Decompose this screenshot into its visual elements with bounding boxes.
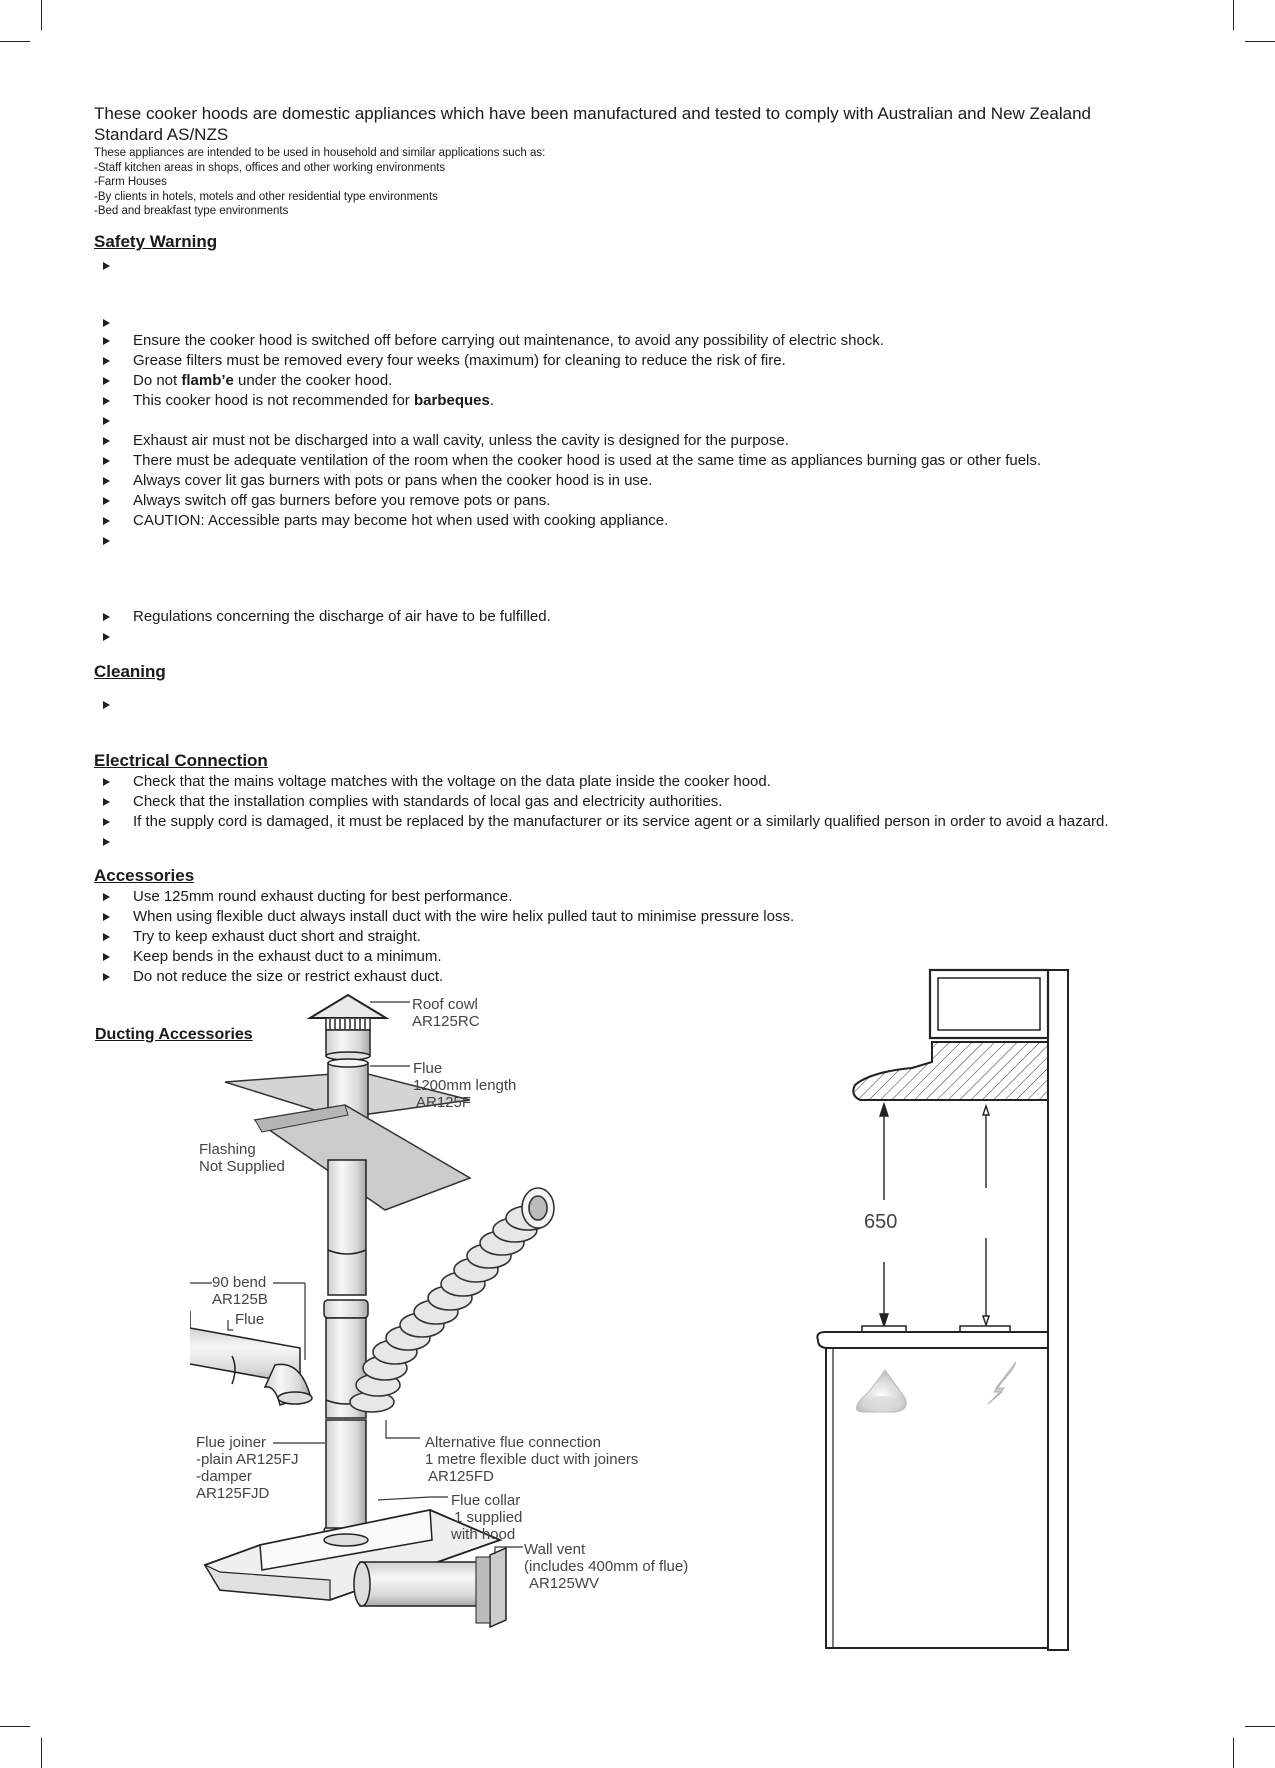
usage-item: -Staff kitchen areas in shops, offices and other working environments [94, 162, 446, 174]
installation-diagram [810, 965, 1075, 1655]
safety-item: CAUTION: Accessible parts may become hot when used with cooking appliance. [133, 512, 669, 529]
bullet-arrow-icon [103, 893, 110, 901]
wall [1048, 970, 1068, 1650]
accessories-item: Keep bends in the exhaust duct to a minimum. [133, 948, 442, 965]
safety-item: Always switch off gas burners before you remove pots or pans. [133, 492, 551, 509]
label-flue: Flue 1200mm length AR125F [413, 1060, 517, 1111]
bullet-arrow-icon [103, 701, 110, 709]
crop-mark [1233, 1738, 1234, 1768]
bullet-arrow-icon [103, 319, 110, 327]
accessories-heading: Accessories [94, 866, 195, 885]
bullet-arrow-icon [103, 497, 110, 505]
cleaning-heading: Cleaning [94, 662, 166, 681]
bullet-arrow-icon [103, 633, 110, 641]
crop-mark [0, 41, 30, 42]
safety-item: Exhaust air must not be discharged into a wall cavity, unless the cavity is designed for the purpose. [133, 432, 789, 449]
safety-item: There must be adequate ventilation of the room when the cooker hood is used at the same time as appliances burning gas or other fuels. [133, 452, 1042, 469]
crop-mark [41, 0, 42, 30]
bullet-arrow-icon [103, 337, 110, 345]
intro-line-1: These cooker hoods are domestic appliances which have been manufactured and tested to comply with Australian and New Zealand [94, 104, 1091, 123]
label-flashing: Flashing Not Supplied [199, 1141, 285, 1175]
crop-mark [1245, 1726, 1275, 1727]
label-flue-joiner: Flue joiner -plain AR125FJ -damper AR125FJD [196, 1434, 299, 1502]
label-alternative-flue: Alternative flue connection 1 metre flexible duct with joiners AR125FD [425, 1434, 639, 1485]
bullet-arrow-icon [103, 517, 110, 525]
electrical-item: Check that the installation complies with standards of local gas and electricity authorities. [133, 793, 723, 810]
intro-line-2: Standard AS/NZS [94, 125, 229, 144]
label-90-bend: 90 bend AR125B [212, 1274, 268, 1308]
usage-item: -By clients in hotels, motels and other residential type environments [94, 191, 438, 203]
safety-heading: Safety Warning [94, 232, 218, 251]
bullet-arrow-icon [103, 913, 110, 921]
bullet-arrow-icon [103, 973, 110, 981]
bullet-arrow-icon [103, 417, 110, 425]
label-flue-collar: Flue collar 1 supplied with hood [451, 1492, 523, 1543]
electrical-item: If the supply cord is damaged, it must be replaced by the manufacturer or its service agent or a similarly qualified person in order to avoid a hazard. [133, 813, 1109, 830]
safety-item-flambe: Do not flamb’e under the cooker hood. [133, 372, 393, 389]
flexible-duct [350, 1188, 554, 1412]
safety-item-barbeques: This cooker hood is not recommended for barbeques. [133, 392, 495, 409]
usage-item: -Bed and breakfast type environments [94, 205, 289, 217]
safety-item: Regulations concerning the discharge of air have to be fulfilled. [133, 608, 551, 625]
safety-item: Always cover lit gas burners with pots or pans when the cooker hood is in use. [133, 472, 653, 489]
usage-item: -Farm Houses [94, 176, 167, 188]
dimension-650: 650 [864, 1211, 898, 1233]
accessories-item: Try to keep exhaust duct short and straight. [133, 928, 421, 945]
accessories-item: When using flexible duct always install duct with the wire helix pulled taut to minimise pressure loss. [133, 908, 795, 925]
safety-item: Grease filters must be removed every four weeks (maximum) for cleaning to reduce the risk of fire. [133, 352, 786, 369]
bullet-arrow-icon [103, 838, 110, 846]
bullet-arrow-icon [103, 457, 110, 465]
label-roof-cowl: Roof cowl AR125RC [412, 996, 480, 1030]
bullet-arrow-icon [103, 437, 110, 445]
bullet-arrow-icon [103, 262, 110, 270]
bullet-arrow-icon [103, 357, 110, 365]
bullet-arrow-icon [103, 818, 110, 826]
bullet-arrow-icon [103, 778, 110, 786]
roof-cowl [310, 995, 386, 1060]
bullet-arrow-icon [103, 613, 110, 621]
ducting-heading: Ducting Accessories [95, 1026, 253, 1043]
usage-intro: These appliances are intended to be used in household and similar applications such as: [94, 147, 546, 159]
bullet-arrow-icon [103, 933, 110, 941]
cooktop [817, 1326, 1048, 1648]
electrical-item: Check that the mains voltage matches with the voltage on the data plate inside the cooker hood. [133, 773, 771, 790]
bullet-arrow-icon [103, 477, 110, 485]
label-bend-flue: Flue [235, 1311, 265, 1328]
electrical-heading: Electrical Connection [94, 751, 268, 770]
accessories-item: Do not reduce the size or restrict exhaust duct. [133, 968, 444, 985]
crop-mark [1233, 0, 1234, 30]
bullet-arrow-icon [103, 798, 110, 806]
crop-mark [1245, 41, 1275, 42]
crop-mark [41, 1738, 42, 1768]
accessories-item: Use 125mm round exhaust ducting for best performance. [133, 888, 513, 905]
bullet-arrow-icon [103, 953, 110, 961]
label-wall-vent: Wall vent (includes 400mm of flue) AR125WV [524, 1541, 689, 1592]
bullet-arrow-icon [103, 537, 110, 545]
canopy-hood [853, 1042, 1048, 1100]
safety-item: Ensure the cooker hood is switched off before carrying out maintenance, to avoid any possibility of electric shock. [133, 332, 884, 349]
crop-mark [0, 1726, 30, 1727]
bullet-arrow-icon [103, 377, 110, 385]
bullet-arrow-icon [103, 397, 110, 405]
